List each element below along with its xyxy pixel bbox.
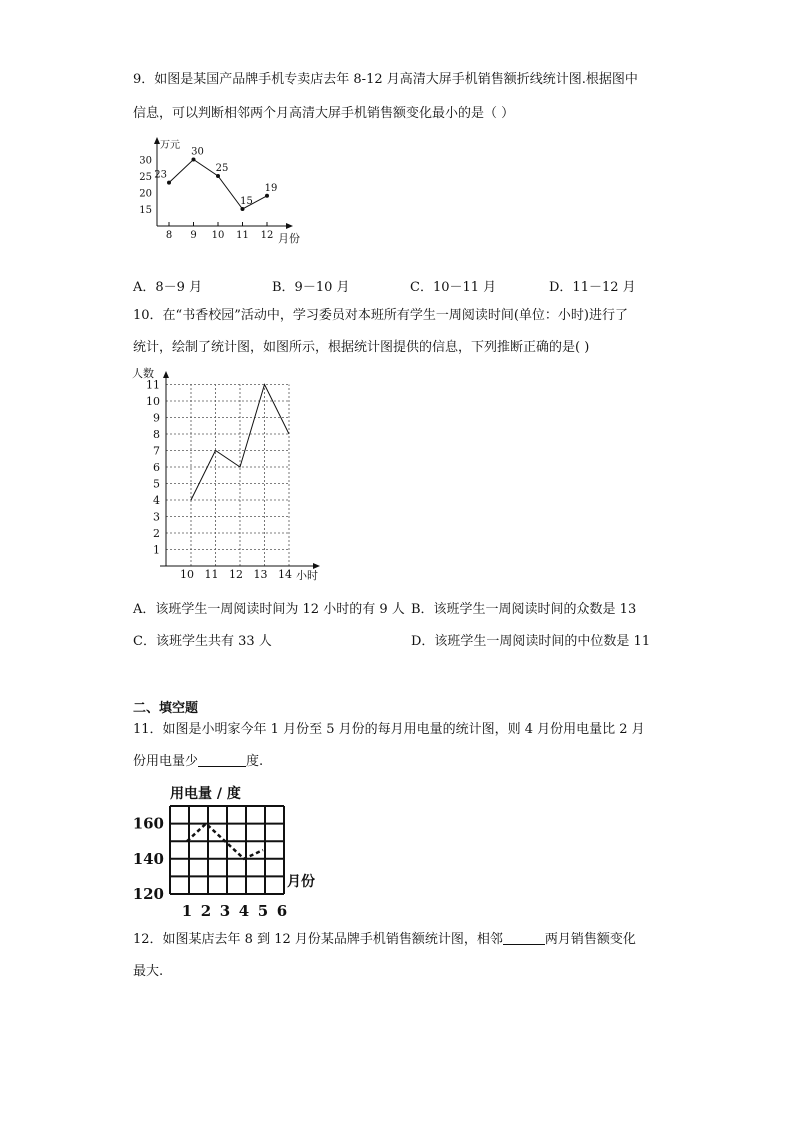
q11-stem	[133, 716, 663, 776]
q10-y-tick-label: 5	[153, 477, 160, 491]
q11-y-tick-label: 160	[132, 814, 164, 833]
q11-x-axis-label: 月份	[287, 874, 315, 890]
q10-y-tick-label: 11	[146, 378, 160, 392]
q10-y-tick-label: 3	[153, 510, 160, 524]
q10-option-a[interactable]: A．该班学生一周阅读时间为 12 小时的有 9 人	[133, 602, 405, 617]
q12-stem	[133, 926, 663, 986]
q12-stem-line2: 最大.	[133, 964, 164, 979]
q11-stem-line2	[133, 748, 663, 776]
q11-stem-text-before: 份用电量少	[133, 754, 199, 769]
q9-data-point	[192, 158, 196, 162]
q11-x-tick-label: 2	[200, 902, 212, 920]
q11-y-tick-label: 140	[132, 849, 164, 868]
q9-line-chart	[130, 134, 310, 249]
q10-x-tick-label: 10	[180, 568, 194, 581]
q9-y-tick-label: 25	[139, 172, 152, 183]
q9-data-label: 19	[264, 182, 278, 194]
q12-stem-text-before: 12．如图某店去年 8 到 12 月份某品牌手机销售额统计图，相邻	[133, 932, 503, 947]
q10-y-tick-label: 4	[153, 494, 160, 507]
q10-x-tick-label: 14	[278, 568, 292, 581]
q9-x-tick-label: 10	[211, 230, 225, 241]
q11-y-tick-label: 120	[132, 885, 164, 903]
q12-stem-line1	[133, 926, 663, 954]
q9-data-point	[265, 194, 269, 198]
q11-x-tick-label: 3	[219, 902, 231, 920]
q12-stem-text-after: 两月销售额变化	[544, 932, 636, 947]
q10-y-axis-label: 人数	[132, 367, 154, 380]
q9-x-axis-label: 月份	[278, 232, 300, 245]
q9-x-tick-label: 11	[236, 230, 249, 241]
q9-y-axis-label: 万元	[160, 140, 180, 151]
q11-x-tick-label: 4	[238, 902, 250, 920]
q9-y-tick-label: 20	[139, 188, 152, 200]
q9-x-axis	[157, 223, 293, 229]
q11-x-tick-label: 5	[257, 902, 269, 920]
q9-data-point	[216, 174, 220, 178]
q9-data-label: 30	[191, 146, 204, 158]
q10-y-tick-label: 10	[146, 395, 160, 408]
q10-line-chart	[130, 364, 330, 584]
q9-data-label: 25	[215, 163, 229, 174]
q10-y-tick-label: 6	[153, 461, 160, 474]
q11-y-axis-label: 用电量 / 度	[170, 786, 241, 802]
q10-y-tick-label: 1	[153, 543, 160, 557]
q9-y-tick-label: 15	[139, 205, 152, 216]
section-title: 二、填空题	[133, 701, 199, 716]
q9-option-d[interactable]: D．11－12 月	[549, 280, 636, 295]
q10-stem-line1: 10．在“书香校园”活动中，学习委员对本班所有学生一周阅读时间(单位：小时)进行了	[133, 308, 628, 323]
q9-data-label: 15	[240, 196, 253, 207]
q9-data-point	[241, 207, 245, 211]
q11-x-tick-label: 6	[276, 902, 288, 920]
q11-line-chart	[130, 778, 340, 920]
q10-option-c[interactable]: C．该班学生共有 33 人	[133, 634, 272, 649]
q10-stem-line2: 统计，绘制了统计图，如图所示，根据统计图提供的信息，下列推断正确的是( )	[133, 340, 590, 355]
q11-stem-text-after: 度.	[246, 754, 264, 769]
q10-x-tick-label: 11	[204, 568, 219, 581]
q9-option-a[interactable]: A．8－9 月	[133, 280, 203, 295]
q11-answer-blank[interactable]	[198, 752, 246, 767]
q10-option-d[interactable]: D．该班学生一周阅读时间的中位数是 11	[411, 634, 651, 649]
q9-stem-line1: 9．如图是某国产品牌手机专卖店去年 8-12 月高清大屏手机销售额折线统计图.根据图中	[133, 72, 638, 87]
q9-stem	[133, 66, 663, 128]
q9-data-label: 23	[154, 169, 167, 181]
q11-x-tick-label: 1	[181, 902, 193, 920]
q12-answer-blank[interactable]	[503, 930, 545, 945]
q10-y-tick-label: 8	[153, 428, 160, 441]
q9-x-tick-label: 9	[190, 230, 197, 241]
q10-y-tick-label: 7	[153, 444, 160, 458]
q9-option-b[interactable]: B．9－10 月	[272, 280, 350, 295]
q10-y-tick-label: 9	[153, 411, 160, 425]
q10-x-axis-label: 小时	[296, 569, 318, 582]
q10-y-axis	[163, 371, 169, 566]
q9-y-tick-label: 30	[139, 155, 152, 167]
q11-stem-line1: 11．如图是小明家今年 1 月份至 5 月份的每月用电量的统计图，则 4 月份用电量比 2 月	[133, 722, 645, 737]
q10-x-tick-label: 13	[253, 568, 268, 581]
q9-x-tick-label: 12	[260, 230, 274, 241]
q9-option-c[interactable]: C．10－11 月	[410, 280, 497, 295]
q9-data-point	[167, 181, 171, 185]
q9-x-tick-label: 8	[165, 230, 173, 241]
q10-stem	[133, 302, 663, 362]
q10-option-b[interactable]: B．该班学生一周阅读时间的众数是 13	[411, 602, 637, 617]
q10-y-tick-label: 2	[153, 527, 160, 540]
q10-x-tick-label: 12	[229, 568, 243, 581]
q9-stem-line2: 信息，可以判断相邻两个月高清大屏手机销售额变化最小的是（ ）	[133, 106, 515, 121]
